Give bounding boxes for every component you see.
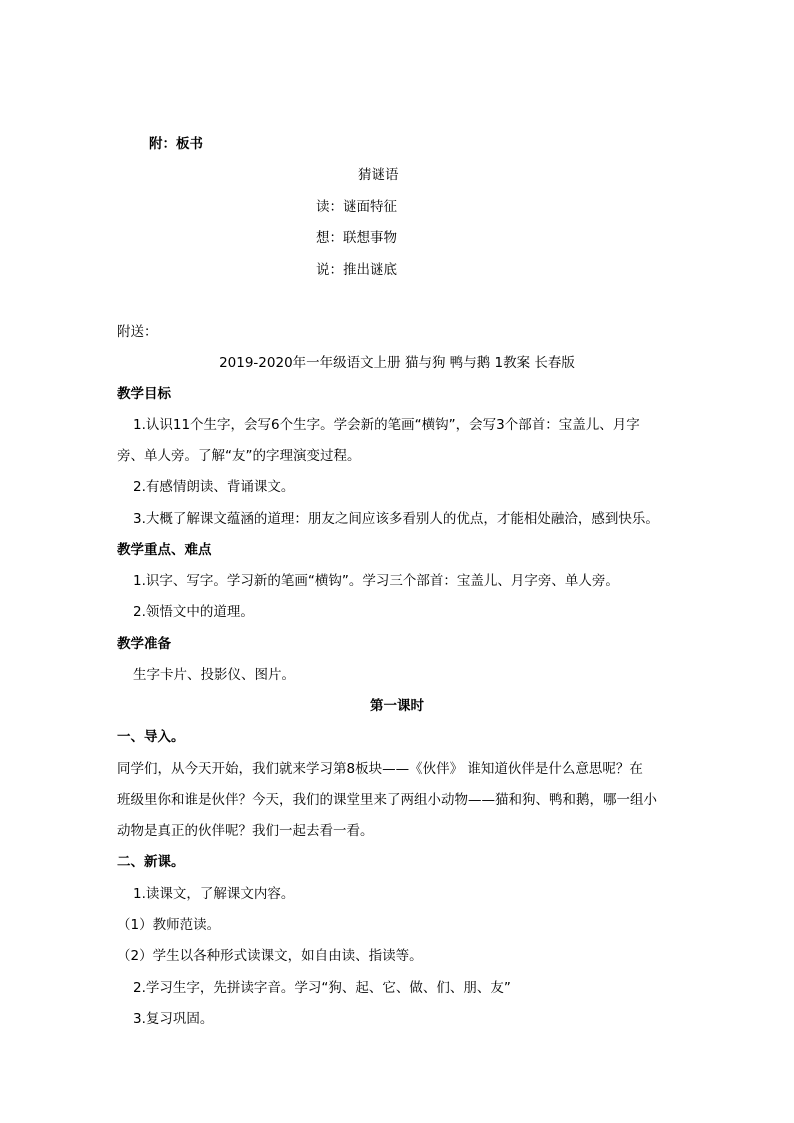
objectives-heading: 教学目标 [117,386,171,402]
board-step-read: 读：谜面特征 [316,199,397,215]
objective-3: 3.大概了解课文蕴涵的道理：朋友之间应该多看别人的优点，才能相处融洽，感到快乐。 [133,511,659,527]
intro-line-3: 动物是真正的伙伴呢？我们一起去看一看。 [117,823,374,839]
board-step-think: 想：联想事物 [316,230,397,246]
board-step-say: 说：推出谜底 [316,262,397,278]
new-lesson-item-1-1: （1）教师范读。 [117,917,221,933]
lesson-1-heading: 第一课时 [370,698,424,714]
board-title: 猜谜语 [358,167,399,183]
new-lesson-item-3: 3.复习巩固。 [133,1011,214,1027]
board-heading: 附：板书 [149,136,203,152]
new-lesson-item-2: 2.学习生字，先拼读字音。学习“狗、起、它、做、们、朋、友” [133,980,511,996]
new-lesson-item-1: 1.读课文，了解课文内容。 [133,886,295,902]
objective-1-line-2: 旁、单人旁。了解“友”的字理演变过程。 [117,448,361,464]
objective-2: 2.有感情朗读、背诵课文。 [133,479,295,495]
preparation-heading: 教学准备 [117,636,171,652]
intro-heading: 一、导入。 [117,729,185,745]
document-title: 2019-2020年一年级语文上册 猫与狗 鸭与鹅 1教案 长春版 [219,355,575,371]
preparation-text: 生字卡片、投影仪、图片。 [133,667,295,683]
key-point-2: 2.领悟文中的道理。 [133,604,254,620]
new-lesson-heading: 二、新课。 [117,854,185,870]
intro-line-1: 同学们，从今天开始，我们就来学习第8板块——《伙伴》 谁知道伙伴是什么意思呢？在 [117,761,643,777]
new-lesson-item-1-2: （2）学生以各种形式读课文，如自由读、指读等。 [117,948,423,964]
key-point-1: 1.识字、写字。学习新的笔画“横钩”。学习三个部首：宝盖儿、月字旁、单人旁。 [133,573,619,589]
intro-line-2: 班级里你和谁是伙伴？今天，我们的课堂里来了两组小动物——猫和狗、鸭和鹅，哪一组小 [117,792,657,808]
attached-label: 附送： [117,324,158,340]
objective-1-line-1: 1.认识11个生字，会写6个生字。学会新的笔画“横钩”，会写3个部首：宝盖儿、月字 [133,417,640,433]
key-points-heading: 教学重点、难点 [117,542,212,558]
